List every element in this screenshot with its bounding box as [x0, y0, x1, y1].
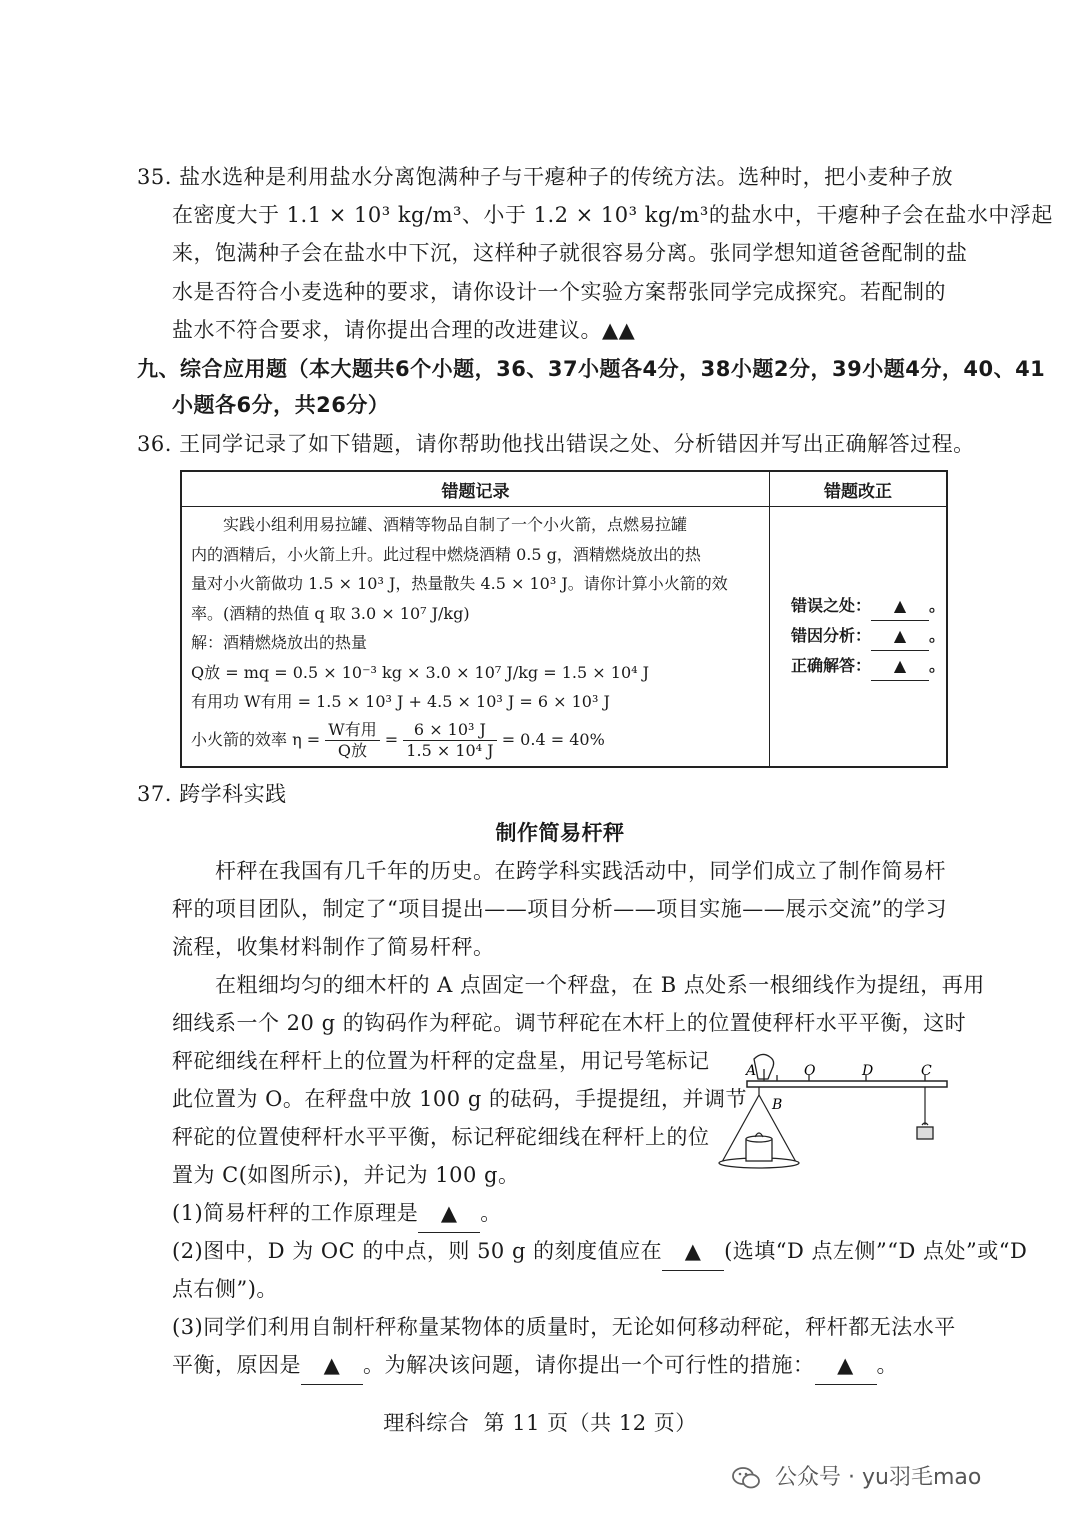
q37-sub3-cont: 平衡，原因是 ▲ 。为解决该问题，请你提出一个可行性的措施： ▲ 。 — [172, 1346, 898, 1385]
watermark-text: 公众号 · yu羽毛mao — [775, 1465, 982, 1490]
answer-blank[interactable]: ▲ — [871, 591, 929, 621]
record-cell — [181, 507, 769, 767]
q35-line-1: 35. 盐水选种是利用盐水分离饱满种子与干瘪种子的传统方法。选种时，把小麦种子放 — [137, 165, 954, 189]
q36-title: 36. 王同学记录了如下错题，请你帮助他找出错误之处、分析错因并写出正确解答过程。 — [137, 432, 975, 456]
q37-para2-line-5: 秤砣的位置使秤杆水平平衡，标记秤砣细线在秤杆上的位 — [172, 1125, 710, 1149]
efficiency-prefix: 小火箭的效率 η = — [191, 729, 321, 749]
answer-blank[interactable]: ▲ — [662, 1232, 724, 1271]
q37-para1-line-3: 流程，收集材料制作了简易杆秤。 — [172, 935, 495, 959]
q35-line-4: 水是否符合小麦选种的要求，请你设计一个实验方案帮张同学完成探究。若配制的 — [172, 280, 946, 304]
fraction-numerator: W有用 — [325, 720, 379, 741]
steelyard-diagram — [712, 1045, 957, 1180]
fraction-values — [403, 720, 496, 761]
header-error-record: 错题记录 — [181, 471, 769, 507]
fraction-denominator: 1.5 × 10⁴ J — [406, 740, 494, 760]
q37-sub2: (2)图中，D 为 OC 的中点，则 50 g 的刻度值应在 ▲ (选填“D 点左侧”“D 点处”或“D — [172, 1232, 1027, 1271]
header-error-fix: 错题改正 — [769, 471, 947, 507]
q37-para1-line-1: 杆秤在我国有几千年的历史。在跨学科实践活动中，同学们成立了制作简易杆 — [215, 859, 946, 883]
fix-error-cause: 错因分析： ▲ 。 — [771, 621, 945, 651]
answer-blank[interactable]: ▲ — [418, 1194, 480, 1233]
label-o: O — [804, 1063, 816, 1079]
section9-heading-2: 小题各6分，共26分） — [172, 393, 390, 417]
section9-heading-1: 九、综合应用题（本大题共6个小题，36、37小题各4分，38小题2分，39小题4分，40、41 — [137, 357, 1046, 381]
label-c: C — [921, 1063, 932, 1079]
solution-efficiency: 小火箭的效率 η = $\frac{\text{W有用}}{\text{Q放}}$ = $\frac{\text{6 × 10³ J}}{\text{1.5 × 10⁴ J}}$ = 0.4 = 40% — [191, 719, 605, 760]
solution-heat-formula: Q放 = mq = 0.5 × 10⁻³ kg × 3.0 × 10⁷ J/kg = 1.5 × 10⁴ J — [191, 662, 650, 682]
q37-subtitle: 制作简易杆秤 — [495, 821, 625, 845]
steelyard-beam — [747, 1081, 947, 1087]
label-b: B — [772, 1097, 783, 1113]
page-footer: 理科综合 第 11 页（共 12 页） — [383, 1411, 697, 1435]
q37-para2-line-3: 秤砣细线在秤杆上的位置为杆秤的定盘星，用记号笔标记 — [172, 1049, 710, 1073]
q37-sub2-cont: 点右侧”)。 — [172, 1277, 278, 1301]
watermark — [732, 1460, 981, 1491]
record-line-1: 实践小组利用易拉罐、酒精等物品自制了一个小火箭，点燃易拉罐 — [223, 515, 688, 534]
q37-para2-line-2: 细线系一个 20 g 的钩码作为秤砣。调节秤砣在木杆上的位置使秤杆水平平衡，这时 — [172, 1011, 967, 1035]
answer-blank[interactable]: ▲ — [871, 621, 929, 651]
answer-blank[interactable]: ▲ — [301, 1346, 363, 1385]
q37-title: 37. 跨学科实践 — [137, 782, 287, 806]
q37-para2-line-6: 置为 C(如图所示)，并记为 100 g。 — [172, 1163, 520, 1187]
q35-line-3: 来，饱满种子会在盐水中下沉，这样种子就很容易分离。张同学想知道爸爸配制的盐 — [172, 241, 968, 265]
record-line-2: 内的酒精后，小火箭上升。此过程中燃烧酒精 0.5 g，酒精燃烧放出的热 — [191, 544, 701, 564]
record-line-3: 量对小火箭做功 1.5 × 10³ J，热量散失 4.5 × 10³ J。请你计算小火箭的效 — [191, 574, 728, 593]
wechat-icon — [732, 1466, 760, 1490]
label-d: D — [862, 1063, 874, 1079]
q37-para1-line-2: 秤的项目团队，制定了“项目提出——项目分析——项目实施——展示交流”的学习 — [172, 897, 947, 921]
error-record-table — [180, 470, 948, 768]
answer-blank[interactable]: ▲ — [871, 651, 929, 681]
solution-work-formula: 有用功 W有用 = 1.5 × 10³ J + 4.5 × 10³ J = 6 × 10³ J — [191, 692, 610, 711]
fraction-w-over-q — [325, 720, 379, 761]
solution-line-1: 解：酒精燃烧放出的热量 — [191, 633, 368, 652]
q35-line-2: 在密度大于 1.1 × 10³ kg/m³、小于 1.2 × 10³ kg/m³的盐水中，干瘪种子会在盐水中浮起 — [172, 203, 1053, 227]
fix-cell — [769, 507, 947, 767]
q37-sub3: (3)同学们利用自制杆秤称量某物体的质量时，无论如何移动秤砣，秤杆都无法水平 — [172, 1315, 956, 1339]
q35-line-5: 盐水不符合要求，请你提出合理的改进建议。▲▲ — [172, 318, 636, 342]
efficiency-result: = 0.4 = 40% — [501, 729, 605, 749]
q37-para2-line-4: 此位置为 O。在秤盘中放 100 g 的砝码，手提提纽，并调节 — [172, 1087, 747, 1111]
answer-blank[interactable]: ▲ — [815, 1346, 877, 1385]
q37-sub1: (1)简易杆秤的工作原理是 ▲ 。 — [172, 1194, 502, 1233]
fix-correct-solution: 正确解答： ▲ 。 — [771, 651, 945, 681]
counterweight — [917, 1127, 933, 1139]
fraction-denominator: Q放 — [337, 740, 368, 760]
fraction-numerator: 6 × 10³ J — [403, 720, 496, 741]
q37-para2-line-1: 在粗细均匀的细木杆的 A 点固定一个秤盘，在 B 点处系一根细线作为提纽，再用 — [215, 973, 985, 997]
record-line-4: 率。(酒精的热值 q 取 3.0 × 10⁷ J/kg) — [191, 603, 470, 623]
label-a: A — [746, 1063, 757, 1079]
fix-error-location: 错误之处： ▲ 。 — [771, 591, 945, 621]
